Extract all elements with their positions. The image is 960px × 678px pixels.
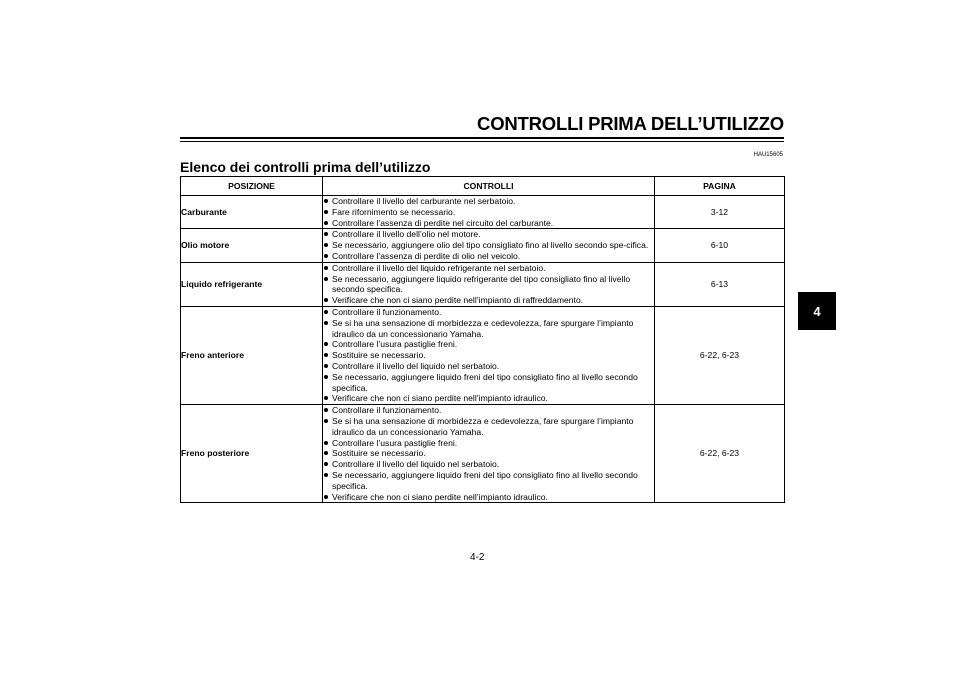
bullet-icon [324,441,328,445]
check-item: Controllare il funzionamento. [323,307,654,318]
bullet-icon [324,375,328,379]
row-checks [323,262,655,306]
bullet-icon [324,495,328,499]
check-item: Se necessario, aggiungere olio del tipo consigliato fino al livello secondo spe-cifica. [323,240,654,251]
check-item: Controllare l’usura pastiglie freni. [323,339,654,350]
table-header-row [181,177,785,196]
bullet-icon [324,199,328,203]
header-rule-thin [180,141,784,142]
bullet-icon [324,419,328,423]
check-item: Sostituire se necessario. [323,448,654,459]
chapter-tab: 4 [798,292,836,330]
bullet-icon [324,298,328,302]
row-page: 6-13 [655,262,785,306]
section-code: HAU15605 [753,152,783,158]
row-page: 6-22, 6-23 [655,405,785,503]
bullet-icon [324,254,328,258]
bullet-icon [324,266,328,270]
row-page: 6-10 [655,229,785,262]
check-item: Se necessario, aggiungere liquido refrigerante del tipo consigliato fino al livello secondo specifica. [323,274,654,296]
column-header-posizione: POSIZIONE [181,177,323,196]
bullet-icon [324,353,328,357]
table-row [181,262,785,306]
bullet-icon [324,210,328,214]
check-item: Controllare il livello dell’olio nel motore. [323,229,654,240]
check-item: Controllare il funzionamento. [323,405,654,416]
bullet-icon [324,310,328,314]
bullet-icon [324,342,328,346]
row-position: Freno anteriore [181,306,323,404]
row-checks [323,405,655,503]
table-row [181,229,785,262]
bullet-icon [324,232,328,236]
bullet-icon [324,321,328,325]
bullet-icon [324,473,328,477]
table-row [181,405,785,503]
table-row [181,306,785,404]
bullet-icon [324,408,328,412]
check-item: Controllare il livello del carburante nel serbatoio. [323,196,654,207]
check-item: Se necessario, aggiungere liquido freni del tipo consigliato fino al livello secondo specifica. [323,470,654,492]
check-item: Verificare che non ci siano perdite nell’impianto idraulico. [323,393,654,404]
page-number: 4-2 [470,552,485,563]
section-title: Elenco dei controlli prima dell’utilizzo [180,159,431,175]
bullet-icon [324,364,328,368]
row-page: 3-12 [655,196,785,229]
bullet-icon [324,277,328,281]
row-position: Olio motore [181,229,323,262]
row-checks [323,306,655,404]
header-rule-thick [180,137,784,139]
row-position: Carburante [181,196,323,229]
check-item: Controllare l’assenza di perdite di olio nel veicolo. [323,251,654,262]
check-item: Verificare che non ci siano perdite nell’impianto idraulico. [323,492,654,503]
column-header-pagina: PAGINA [655,177,785,196]
check-item: Se si ha una sensazione di morbidezza e cedevolezza, fare spurgare l’impianto idraulico da un concessionario Yamaha. [323,416,654,438]
check-item: Controllare il livello del liquido refrigerante nel serbatoio. [323,263,654,274]
bullet-icon [324,462,328,466]
page-header-title: CONTROLLI PRIMA DELL’UTILIZZO [477,113,784,134]
check-item: Controllare il livello del liquido nel serbatoio. [323,361,654,372]
check-item: Controllare l’usura pastiglie freni. [323,438,654,449]
bullet-icon [324,243,328,247]
check-item: Controllare l’assenza di perdite nel circuito del carburante. [323,218,654,229]
column-header-controlli: CONTROLLI [323,177,655,196]
row-page: 6-22, 6-23 [655,306,785,404]
row-checks [323,196,655,229]
bullet-icon [324,451,328,455]
bullet-icon [324,221,328,225]
table-row [181,196,785,229]
bullet-icon [324,396,328,400]
check-item: Controllare il livello del liquido nel serbatoio. [323,459,654,470]
check-item: Sostituire se necessario. [323,350,654,361]
check-item: Se si ha una sensazione di morbidezza e cedevolezza, fare spurgare l’impianto idraulico da un concessionario Yamaha. [323,318,654,340]
check-item: Fare rifornimento se necessario. [323,207,654,218]
check-item: Verificare che non ci siano perdite nell’impianto di raffreddamento. [323,295,654,306]
row-position: Liquido refrigerante [181,262,323,306]
row-checks [323,229,655,262]
check-item: Se necessario, aggiungere liquido freni del tipo consigliato fino al livello secondo specifica. [323,372,654,394]
checklist-table [180,176,785,503]
row-position: Freno posteriore [181,405,323,503]
